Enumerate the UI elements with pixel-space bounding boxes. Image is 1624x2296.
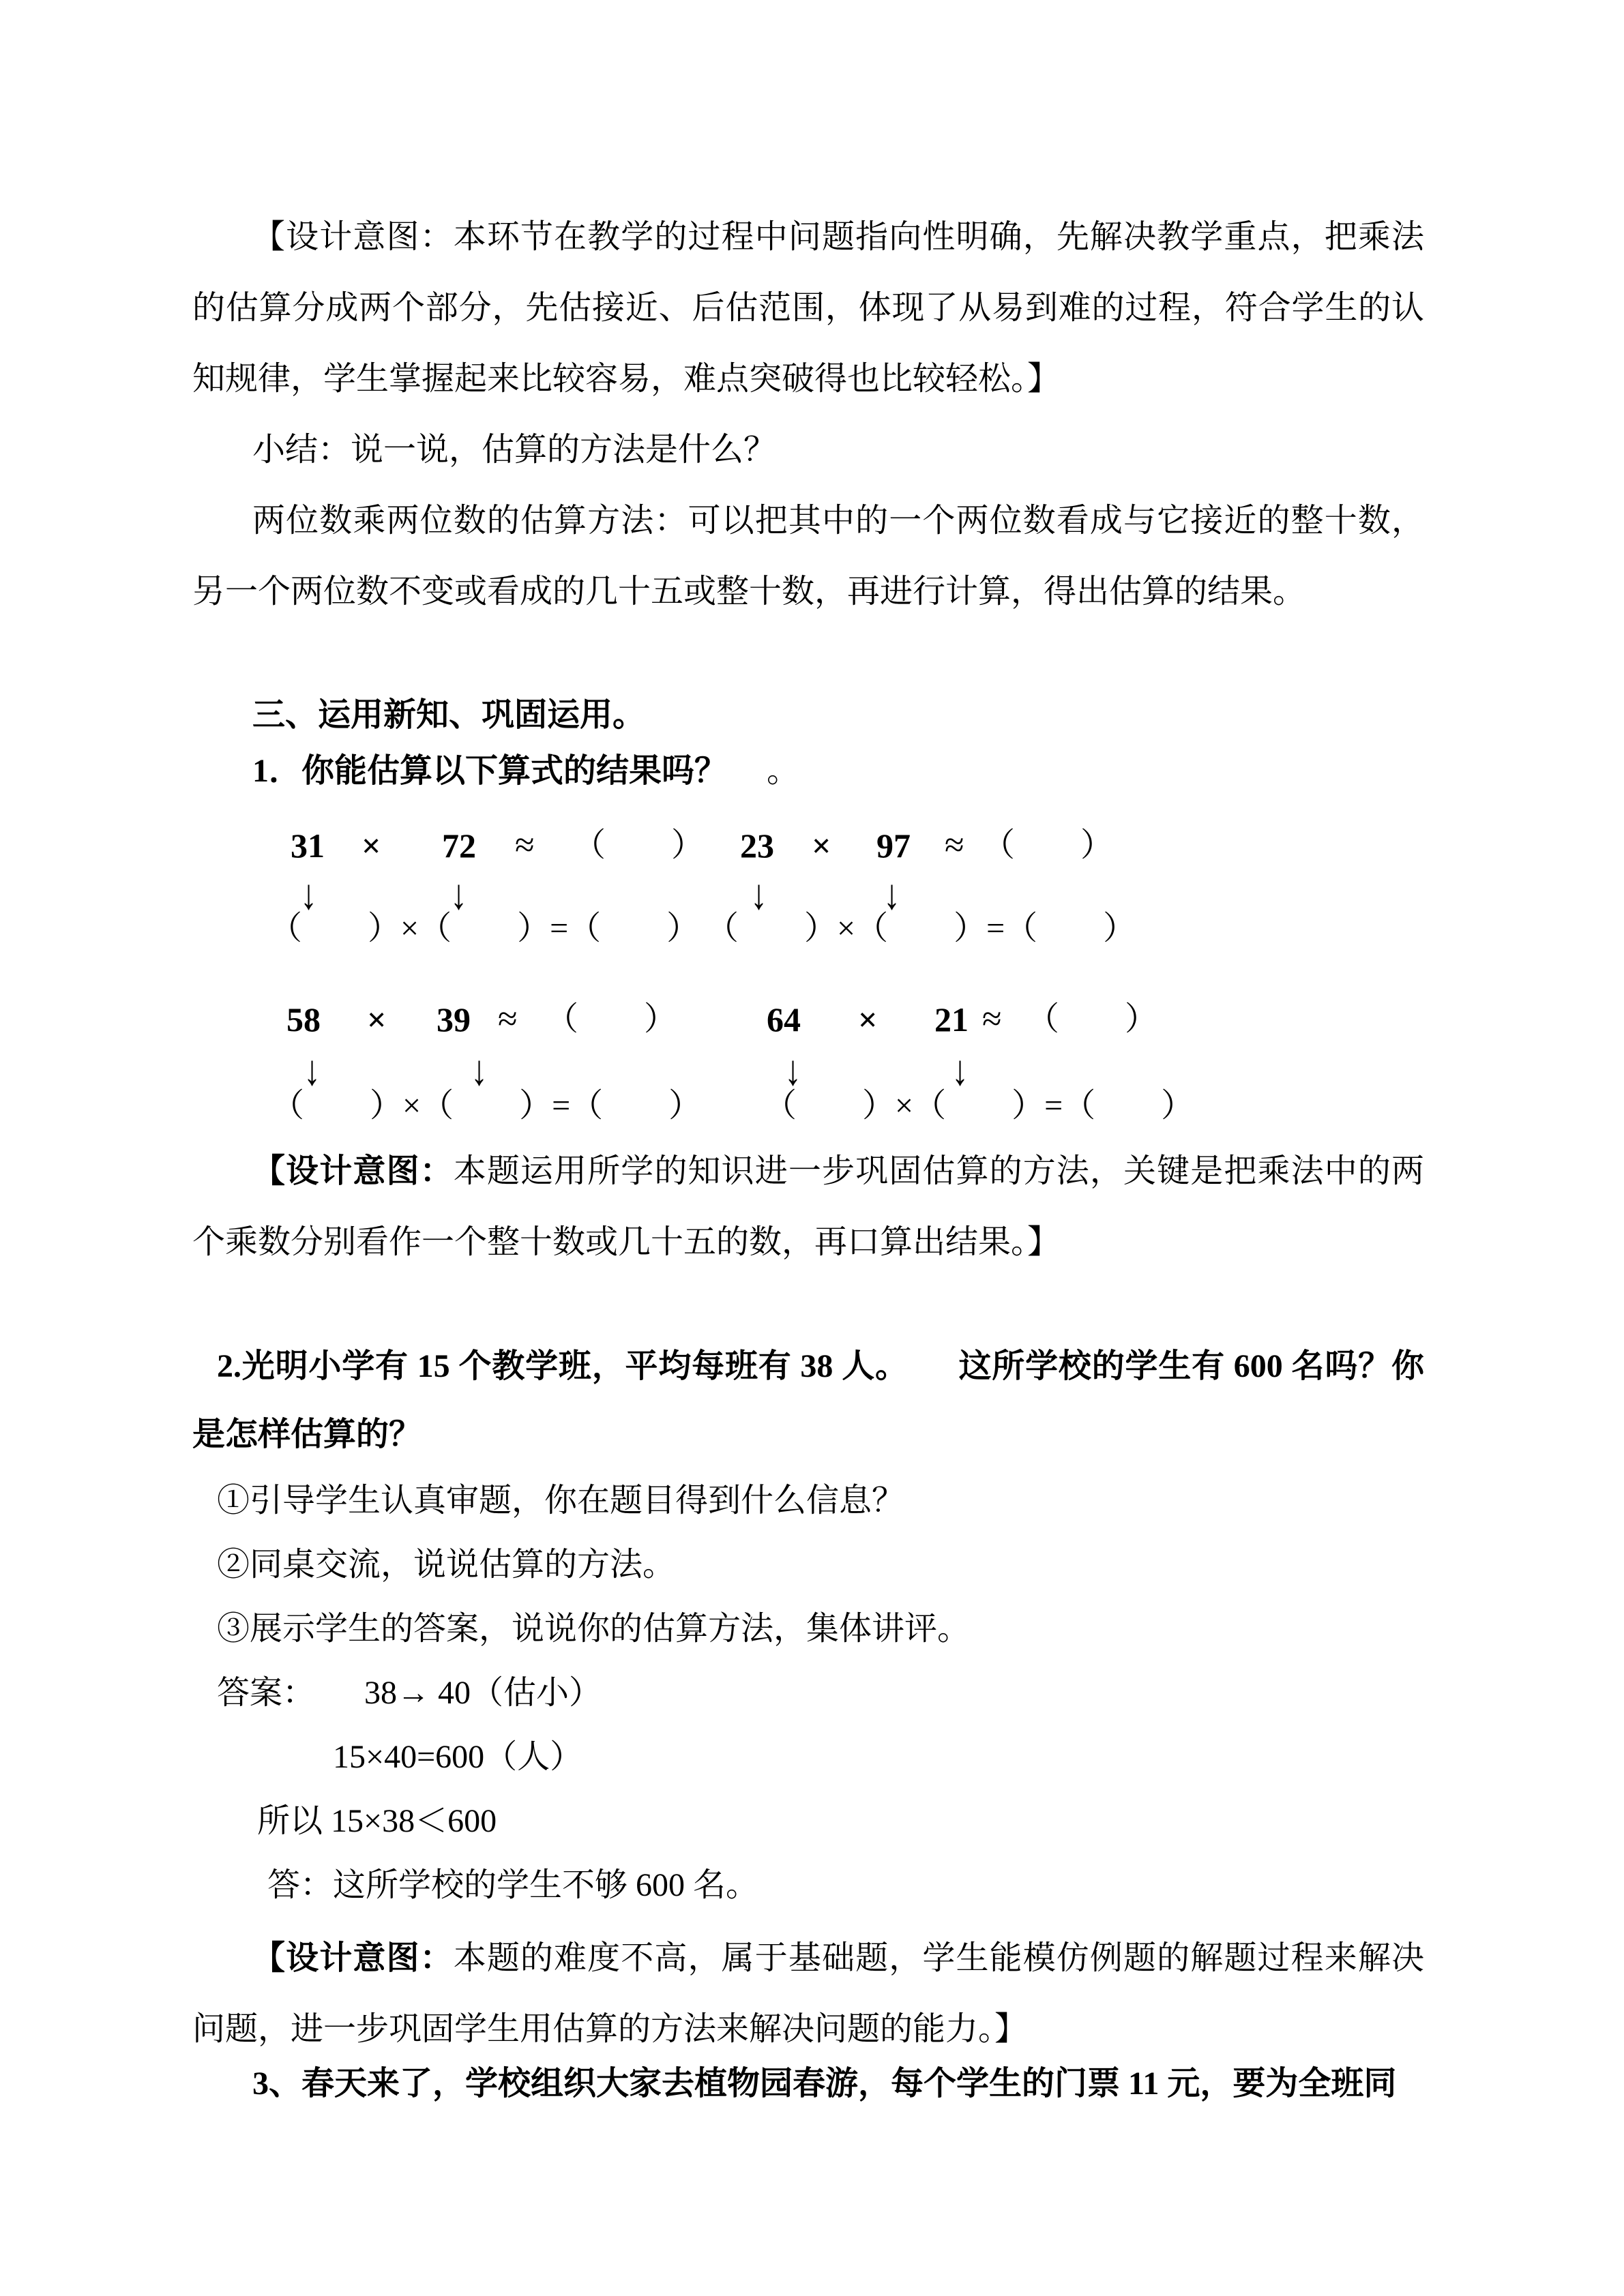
math-operand: 31 [291, 826, 325, 865]
down-arrow-icon: ↓ [471, 1046, 488, 1094]
approx-operator: ≈ [945, 826, 964, 865]
design-intent-label: 【设计意图： [252, 1153, 454, 1189]
design-intent-text: 本题运用所学的知识进一步巩固估算的方法，关键是把乘法中的两个乘数分别看作一个整十数或几十五的数，再口算出结果。】 [192, 1153, 1424, 1260]
answer-blank: （ ） [982, 827, 1114, 863]
question1-heading [192, 743, 1424, 799]
approx-operator: ≈ [515, 826, 535, 865]
approx-operator: ≈ [498, 1000, 518, 1039]
section3-heading: 三、运用新知、巩固运用。 [252, 697, 646, 733]
blank-equation: （ ）×（ ）=（ ） [271, 1088, 702, 1124]
design-intent-text: 本题的难度不高，属于基础题，学生能模仿例题的解题过程来解决问题，进一步巩固学生用估算的方法来解决问题的能力。】 [192, 1940, 1424, 2047]
math-operand: 23 [740, 826, 774, 865]
design-intent-label: 【设计意图： [252, 1940, 454, 1976]
step3-paragraph: ③展示学生的答案，说说你的估算方法，集体讲评。 [217, 1611, 971, 1647]
answer-blank: （ ） [1027, 1001, 1158, 1037]
question2-paragraph: 2.光明小学有 15 个教学班，平均每班有 38 人。 这所学校的学生有 600 名吗？你是怎样估算的？ [192, 1348, 1424, 1452]
answer-line-2: 15×40=600（人） [333, 1739, 583, 1775]
design-intent-paragraph-3 [192, 1923, 1424, 2065]
summary-paragraph: 小结：说一说，估算的方法是什么？ [252, 432, 777, 468]
answer-line-1: 答案： 38→ 40（估小） [217, 1675, 602, 1711]
math-operand: 97 [876, 826, 911, 865]
down-arrow-icon: ↓ [951, 1046, 969, 1094]
question1-trailing-period: 。 [767, 753, 800, 789]
blank-equation: （ ）×（ ）=（ ） [706, 910, 1136, 946]
times-operator: × [361, 826, 381, 865]
step2-paragraph: ②同桌交流，说说估算的方法。 [217, 1547, 676, 1583]
down-arrow-icon: ↓ [883, 870, 900, 918]
answer-blank: （ ） [573, 827, 705, 863]
blank-equation: （ ）×（ ）=（ ） [764, 1088, 1194, 1124]
math-operand: 58 [286, 1000, 321, 1039]
down-arrow-icon: ↓ [784, 1046, 801, 1094]
down-arrow-icon: ↓ [750, 870, 767, 918]
times-operator: × [812, 826, 831, 865]
times-operator: × [367, 1000, 387, 1039]
answer-blank: （ ） [546, 1001, 677, 1037]
answer-line-4: 答：这所学校的学生不够 600 名。 [267, 1867, 759, 1903]
answer-line-3: 所以 15×38＜600 [257, 1803, 497, 1839]
question3-paragraph: 3、春天来了，学校组织大家去植物园春游，每个学生的门票 11 元，要为全班同 [252, 2066, 1397, 2102]
down-arrow-icon: ↓ [450, 870, 467, 918]
document-content [192, 202, 1424, 2119]
question1-heading-text: 1．你能估算以下算式的结果吗？ [252, 753, 728, 789]
blank-equation: （ ）×（ ）=（ ） [269, 910, 700, 946]
down-arrow-icon: ↓ [304, 1046, 321, 1094]
method-paragraph: 两位数乘两位数的估算方法：可以把其中的一个两位数看成与它接近的整十数，另一个两位数不变或看成的几十五或整十数，再进行计算，得出估算的结果。 [192, 503, 1424, 610]
design-intent-paragraph-2 [192, 1136, 1424, 1278]
step1-paragraph: ①引导学生认真审题，你在题目得到什么信息？ [217, 1482, 905, 1519]
math-operand: 64 [767, 1000, 801, 1039]
estimation-exercise [192, 810, 1591, 1131]
down-arrow-icon: ↓ [300, 870, 317, 918]
math-operand: 39 [437, 1000, 471, 1039]
math-operand: 72 [442, 826, 476, 865]
design-intent-paragraph-1: 【设计意图：本环节在教学的过程中问题指向性明确，先解决教学重点，把乘法的估算分成两个部分，先估接近、后估范围，体现了从易到难的过程，符合学生的认知规律，学生掌握起来比较容易，难点突破得也比较轻松。】 [192, 219, 1424, 397]
math-operand: 21 [934, 1000, 969, 1039]
approx-operator: ≈ [982, 1000, 1002, 1039]
times-operator: × [858, 1000, 878, 1039]
